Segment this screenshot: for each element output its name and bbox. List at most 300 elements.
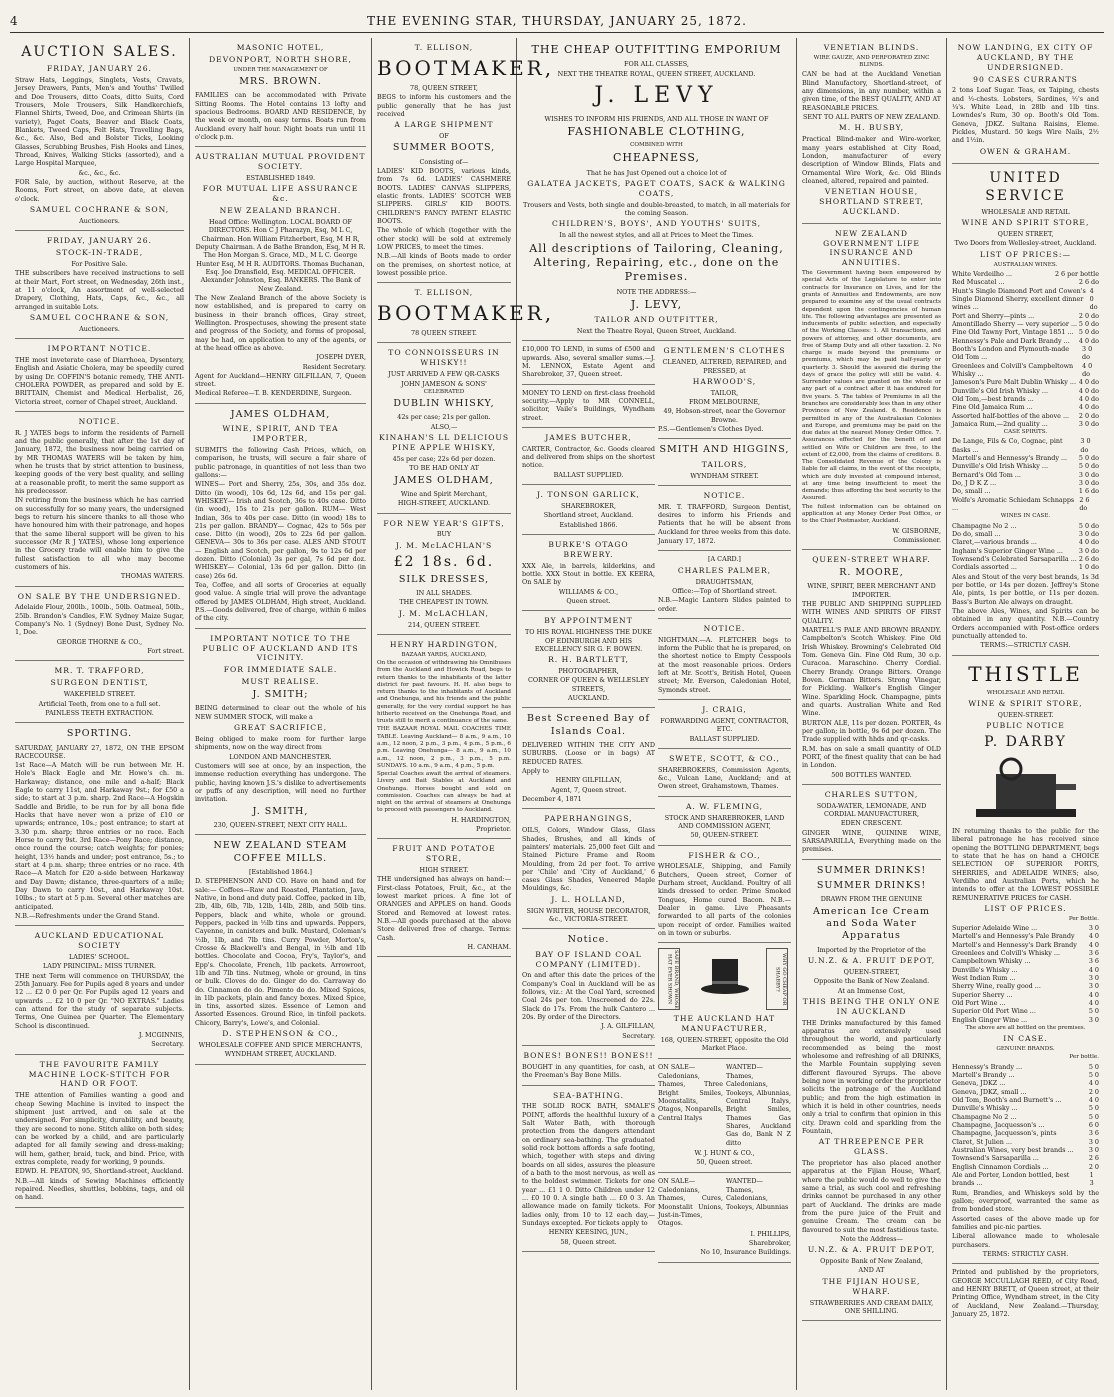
ad-text: The New Zealand Branch of the above Society is now established, and is prepared to carry on business in their branch offices, Gray street, Wellington. Prospectuses, showing the present state and progress of the Society, and forms of proposal, may be had, on application to any of the agents, or at the head office as above.	[195, 293, 366, 352]
ad-heading: FRUIT AND POTATOE STORE,	[392, 844, 496, 864]
price-value: 4 0	[1088, 932, 1099, 941]
price-value: 4 0 do	[1078, 378, 1099, 387]
price-value: 3 0	[1088, 924, 1099, 933]
ad-heading: GENTLEMEN'S CLOTHES	[663, 346, 786, 356]
price: £2 18s. 6d.	[393, 553, 495, 570]
ad-text: WHOLESALE, Shipping, and Family Butchers, Queen street, Corner of Durham street, Auckland. Poultry of all kinds dressed to order. Prime Smoked Tongues, Home cured Bacon. N.B.—Dealer in game. Live Pheasants forwarded to all parts of the colonies upon receipt of order. Families waited on in town or suburbs.	[658, 862, 791, 938]
ad-heading: J. TONSON GARLICK,	[537, 490, 640, 500]
ad-text: On the occasion of withdrawing his Omnibuses from the Auckland and Howick Road, begs to return thanks to the inhabitants of the latter district for past favours. H. H. also begs to return thanks to the inhabitants of Auckland and Onehunga, and his friends and the public generally, for the very cordial support he has hitherto received on the Onehunga Road, and trusts still to merit a continuance of the same.	[377, 660, 511, 725]
price-row	[952, 312, 1099, 320]
ad-heading: NOW LANDING, EX CITY OF AUCKLAND, BY THE UNDERSIGNED.	[957, 43, 1094, 72]
ad-text: Liberal allowance made to wholesale purchasers.	[952, 1232, 1099, 1249]
ad-text: CAN be had at the Auckland Venetian Blind Manufactory, Shortland-street, of any dimensions, in any number, within a given time, of the BEST QUALITY, AND AT REASONABLE PRICES.	[802, 70, 941, 112]
address: Queen street.	[566, 597, 611, 605]
ad-subheading: WINE, SPIRIT, BEER MERCHANT AND IMPORTER.	[807, 582, 936, 599]
ad-text: Head Office: Wellington. LOCAL BOARD OF DIRECTORS. Hon C J Pharazyn, Esq, M L C, Chairman. Hon William Fitzherbert, Esq, M H R, Deputy Chairman. A de Bathe Brandon, Esq, M H R. The Hon Morgan S. Grace, MD., M L C. George Hunter Esq, M H R. AUDITORS. Thomas Buchanan, Esq. Joe Dransfield, Esq. MEDICAL OFFICER. Alexander Johnston, Esq. BANKERS. The Bank of New Zealand.	[195, 217, 366, 293]
address: WYNDHAM STREET, AUCKLAND.	[224, 1050, 337, 1059]
photographer-ad	[522, 611, 655, 708]
price-value: 4 0 do	[1089, 286, 1098, 312]
price-item: Booth's London and Plymouth-made Old Tom ...	[952, 344, 1070, 362]
address: BAZAAR YARDS, AUCKLAND,	[401, 651, 487, 658]
price-item: Geneva, JDKZ ...	[952, 1079, 1006, 1088]
signature: J. MCGINNIS,	[138, 1031, 184, 1040]
ad-subheading: FOR MUTUAL LIFE ASSURANCE &c.	[202, 184, 359, 204]
auctioneer-name: SAMUEL COCHRANE & SON,	[29, 312, 170, 322]
item-list: LADIES' KID BOOTS, various kinds, from 7s 6d. LADIES' CASHMERE BOOTS. LADIES' CANVAS SLIPPERS, elastic fronts. LADIES' SCOTCH WEB SLIPPERS. GIRLS' KID BOOTS. CHILDREN'S FANCY PATENT ELASTIC BOOTS.	[377, 167, 511, 225]
ad-heading: AUSTRALIAN MUTUAL PROVIDENT SOCIETY.	[195, 152, 366, 172]
price: 45s per case; 22s 6d per dozen.	[392, 454, 496, 463]
price-value: 2 0	[1088, 1162, 1099, 1171]
price-item: Martell's and Hennessy's Brandy ...	[952, 454, 1068, 463]
newspaper-title: THE EVENING STAR, THURSDAY, JANUARY 25, 1872.	[367, 14, 747, 28]
fleming-ad	[658, 797, 791, 846]
govt-insurance-ad	[802, 224, 941, 550]
ad-subheading: PHOTOGRAPHER,	[558, 667, 619, 676]
thistle-ad	[952, 656, 1099, 1265]
auctioneer-role: Auctioneers.	[79, 216, 120, 225]
ad-subheading: LIST OF PRICES:—	[979, 249, 1072, 259]
on-sale-list	[658, 1062, 723, 1148]
price-row	[952, 538, 1099, 546]
ad-note: BALLAST SUPPLIED.	[689, 734, 760, 743]
price-value: 2 0 do	[1078, 411, 1099, 420]
price-row	[952, 1146, 1099, 1154]
auction-etc: &c., &c., &c.	[78, 168, 121, 177]
signature: OWEN & GRAHAM.	[979, 146, 1072, 156]
bottling-machine-icon	[966, 754, 1086, 824]
ad-text: THE CHEAPEST IN TOWN.	[399, 598, 489, 607]
ad-name: P. DARBY	[984, 733, 1067, 750]
price-section: CASE SPIRITS.	[1003, 429, 1048, 436]
ad-text: DELIVERED WITHIN THE CITY AND SUBURBS. (Loose or in bags) AT REDUCED RATES.	[522, 741, 655, 766]
top-hat-icon	[690, 949, 760, 1009]
ad-heading: BY APPOINTMENT	[544, 616, 633, 626]
price-item: Do, small ...	[952, 487, 991, 496]
ad-note: Agent for Auckland—HENRY GILFILLAN, 7, Queen street.	[195, 371, 366, 389]
ad-heading: NOTICE.	[703, 623, 746, 633]
address: Two Doors from Wellesley-street, Auckland.	[954, 239, 1097, 248]
ad-text: Practical Blind-maker and Wire-worker, many years established at City Road, London, manufacturer of every description of Window Blinds, Flats and Ornamental Wire Work, &c. Old Blinds cleaned, altered, repaired and painted.	[802, 135, 941, 185]
ad-subheading: WHOLESALE AND RETAIL	[986, 689, 1065, 696]
ad-text: £10,000 TO LEND, in sums of £500 and upwards. Also, several smaller sums.—J. M. LENNOX, Estate Agent and Sharebroker, 37, Queen street.	[522, 345, 655, 379]
ad-text: Assorted cases of the above made up for families and pic-nic parties.	[952, 1214, 1099, 1231]
ad-subheading: SUMMER BOOTS,	[392, 142, 496, 154]
price-row	[952, 974, 1099, 982]
auction-ad-1	[15, 38, 184, 231]
price-row	[952, 387, 1099, 395]
ad-subheading: FOR IMMEDIATE SALE.	[223, 665, 338, 675]
price-item: Do do, small ...	[952, 529, 1001, 538]
hat-seal: SAFE BRAND, WHOSE HAT EVER SHOWN	[658, 948, 680, 1010]
price-value: 5 0	[1088, 1071, 1099, 1080]
price-value: 3 0	[1088, 1137, 1099, 1146]
ad-heading: QUEEN-STREET WHARF.	[812, 555, 931, 565]
ad-heading: SMITH AND HIGGINS,	[659, 444, 790, 456]
ad-text: Tea, Coffee, and all sorts of Groceries at equally good value. A single trial will prove the advantage offered by JAMES OLDHAM, High street, Auckland. P.S.—Goods delivered, free of charge, within 6 miles of the city.	[195, 581, 366, 623]
price-row	[952, 1171, 1099, 1188]
price-value: 3 0	[1088, 1146, 1099, 1155]
printer-imprint	[952, 1264, 1099, 1323]
dentist-ad	[15, 661, 184, 723]
price-value: 5 0	[1088, 1112, 1099, 1121]
ad-text: IN ALL SHADES.	[416, 589, 472, 598]
price-value: 2 6	[1088, 1154, 1099, 1163]
ad-text: Artificial Teeth, from one to a full set.	[38, 699, 161, 708]
price-item: Old Port Wine ...	[952, 999, 1006, 1008]
ad-text: Wine and Spirit Merchant,	[400, 489, 488, 498]
price-item: Hunt's Single Diamond Port and Cowen's Single Diamond Sherry, excellent dinner wines ...	[952, 286, 1086, 312]
address: Fort street.	[147, 647, 184, 656]
ad-subheading: FOR ALL CLASSES,	[624, 60, 689, 69]
ad-heading: THE FAVOURITE FAMILY MACHINE LOCK-STITCH FOR HAND OR FOOT.	[28, 1059, 171, 1089]
price-row	[952, 1163, 1099, 1171]
price-item: Assorted half-bottles of the above ...	[952, 411, 1070, 420]
price-row	[952, 1138, 1099, 1146]
ad-heading: BONES! BONES!! BONES!!	[523, 1051, 654, 1061]
item-list: MARTELL'S PALE AND BROWN BRANDY. Campbelton's Scotch Whiskey. Fine Old Irish Whiskey. Browning's Celebrated Old Tom. Geneva Gin. Fine Old Rum, 30 o.p. Curacoa. Maraschino. Cherry Cordial. Cherry Brandy. Orange Bitters. Orange Boven. German Bitters. Strong Vinegar, for Pickling. Walker's English Ginger Wine. Sparkling Hock. Champagne, pints and quarts. Australian White and Red Wine.	[802, 626, 941, 718]
sea-bathing-ad	[522, 1086, 655, 1252]
signature: H. HARDINGTON,	[451, 815, 511, 824]
auctioneer-role: Auctioneers.	[79, 324, 120, 333]
ad-text: SUBMITS the following Cash Prices, which, on comparison, he trusts, will secure a fair share of public patronage, in quantities of not less than two gallons:—	[195, 445, 366, 479]
right-subcolumn	[658, 341, 791, 1262]
ad-text: THE Drinks manufactured by this famed apparatus are extensively used throughout the world, and particularly recommended as being the most wholesome and refreshing of all DRINKS, the Marble Fountain supplying seven different flavoured Syrups. The above being now in working order the proprietor solicits the patronage of the Auckland public; and from the high estimation in which it is held in other countries, needs only a trial to confirm that opinion in this city. Drawn cold and sparkling from the Fountain,	[802, 1018, 941, 1135]
price-item: Bernard's Old Tom ...	[952, 470, 1021, 479]
price-item: English Ginger Wine ...	[952, 1015, 1028, 1024]
palmer-ad	[658, 551, 791, 619]
ad-subheading: SURGEON DENTIST,	[50, 678, 149, 688]
paperhangings-ad	[522, 809, 655, 929]
auction-subtitle: For Positive Sale.	[71, 259, 128, 268]
list-items: Thames, Caledonians, Tookeys, Albunnias, Central Italys, Bright Smiles, Thames Gas Shares, Auckland Gas do, Bank N Z ditto	[726, 1072, 791, 1147]
address: CORNER OF QUEEN & WELLESLEY STREETS,	[528, 676, 649, 693]
ad-name: MRS. BROWN.	[239, 75, 322, 87]
on-sale-list	[658, 1176, 723, 1229]
ad-subheading: MUST REALISE.	[241, 677, 320, 687]
ellison-boots-ad	[377, 38, 555, 283]
signature: EDWD. H. PEATON, 95, Shortland-street, Auckland.	[15, 1167, 184, 1176]
wanted-list	[726, 1062, 791, 1148]
price-item: Campbeltown Whisky ...	[952, 957, 1031, 966]
yates-notice	[15, 412, 184, 587]
ad-subheading: NEW ZEALAND BRANCH.	[219, 206, 342, 216]
price-item: Greenlees and Colvill's Whisky ...	[952, 949, 1061, 958]
ad-text: PAINLESS TEETH EXTRACTION.	[45, 708, 154, 717]
levy-name: J. LEVY	[594, 82, 719, 108]
ad-name: CHARLES PALMER,	[677, 565, 772, 575]
ad-heading: IMPORTANT NOTICE TO THE PUBLIC OF AUCKLAND AND ITS VICINITY.	[202, 633, 359, 663]
price-row	[952, 496, 1099, 513]
ad-date: January 17, 1872.	[658, 537, 716, 546]
ad-note: TERMS: STRICTLY CASH.	[982, 1249, 1069, 1258]
ad-note: BALLAST SUPPLIED.	[553, 470, 624, 479]
ad-subheading: GREAT SACRIFICE,	[233, 723, 328, 733]
ad-subheading: CHEAPNESS,	[612, 151, 701, 165]
ad-heading: UNITED SERVICE	[985, 169, 1066, 204]
price-value: 6 0	[1088, 1121, 1099, 1130]
ad-subheading: TAILORS,	[701, 459, 748, 469]
price-item: Geneva, JDKZ, small ...	[952, 1087, 1027, 1096]
signature: I. PHILLIPS,	[750, 1229, 791, 1238]
education-ad	[15, 926, 184, 1054]
ad-name: J. SMITH;	[252, 689, 309, 701]
price-value: 3 6	[1088, 1129, 1099, 1138]
signature: J. A. GILFILLAN,	[601, 1022, 655, 1031]
price-list	[952, 437, 1099, 512]
ad-text: Ales and Stout of the very best brands, 1s 3d per bottle, or 14s per dozen. Jeffrey's Stone Ale, pints, 1s per bottle, or 11s per dozen. Bass's Burton Ale always on draught.	[952, 572, 1099, 606]
address: Next the Theatre Royal, Queen Street, Auckland.	[576, 327, 737, 335]
ad-heading: MASONIC HOTEL,	[236, 43, 325, 52]
coal-ad	[522, 708, 655, 809]
ad-subheading: THIS BEING THE ONLY ONE IN AUCKLAND	[802, 996, 941, 1016]
price-row	[952, 1113, 1099, 1121]
price-item: Martell's Brandy ...	[952, 1071, 1015, 1080]
price-row	[952, 522, 1099, 530]
price-item: Martell's and Hennessy's Dark Brandy	[952, 940, 1077, 949]
price-item: Australian Wines, very best brands ...	[952, 1146, 1074, 1155]
address: QUEEN STREET,	[997, 230, 1054, 239]
signature: JOSEPH DYER,	[316, 353, 366, 362]
ad-text: 1st Race—A Match will be run between Mr. H. Hole's Black Eagle and Mr. Howe's ch. m. Harkaway; distance, one mile and a-half; Black Eagle to carry 11st, and Harkaway 9st.; for £50 a side; to start at 3 p.m. sharp. 2nd Race—A Hogskin Saddle and Bridle, to be run for by all bona fide Hacks that have never won a prize of £10 or upwards; entrance, 10s.; post entrance; to start at 3.30 p.m. sharp; three entries or no race. Each Horse to carry 9st. 3rd Race—Pony Race; distance, once round the course; catch weights; for ponies; height, 13½ hands and under; post entrance, 5s.; to start at 4 p.m. sharp; three entries or no race. 4th Race—A Match for £20 a-side between Harkaway and Day Dawn; distance, three-quarters of a mile; Day Dawn to carry 10st., and Harkaway 10st. 10lbs.; to start at 5 p.m. Several other matches are anticipated.	[15, 761, 184, 911]
fisher-ad	[658, 846, 791, 944]
address: 50, Queen street.	[696, 1158, 753, 1167]
price-item: Dunville's Whisky ...	[952, 965, 1018, 974]
price-row	[952, 471, 1099, 479]
ad-subheading: STOCK AND SHAREBROKER, LAND AND COMMISSION AGENT,	[664, 813, 785, 830]
ad-heading: JAMES BUTCHER,	[545, 432, 632, 442]
ad-text: The Government having been empowered by special Acts of the Legislature to enter into contracts for Insurance on Lives, and for the grants of Annuities and Endowments, are now prepared to examine any of the usual contracts dependent upon the contingencies of human life. The following advantages are presented as inducements of public selection, and especially of the Working Classes: 1. All transactions, and powers of attorney, and other documents, are free of Stamp Duty and all other taxation. 2. No charge is made beyond the premiums or premiums, which may be paid half-yearly or quarterly. 3. Should the assured die during the days of grace the policy will still be valid. 4. Surrender values are granted on the whole or any part of a contract after it has endured for five years. 5. The tables of Premiums in all the branches are considerably less than in any other Provinces of New Zealand. 6. Residence is permitted in any of the Australasian Colonies and Europe, and premiums may be paid on the due dates at the nearest Money Order Office. 7. Assurances effected for the benefit of and settled on Wife or Children are free, to the extent of £2,000, from the claims of creditors. 8. The Consolidated Revenue of the Colony is liable for all claims, in the event of the receipts, which are duly invested at compound interest, at any time being insufficient to meet the demands; thus affording the best security to the Assured.	[802, 270, 941, 502]
wanted-list	[726, 1176, 791, 1229]
ad-subheading: WHOLESALE AND RETAIL	[981, 207, 1070, 216]
ad-name: J. LEVY,	[630, 297, 683, 311]
ad-heading: IMPORTANT NOTICE.	[47, 344, 152, 354]
price-item: Dunville's Old Irish Whisky ...	[952, 462, 1049, 471]
ad-text: NIGHTMAN.—A. FLETCHER begs to inform the Public that he is prepared, on the shortest notice to Empty Cesspools at the most reasonable prices. Orders left at Mr. Scott's, British Hotel, Queen street; Mr. Everson, Caledonian Hotel, Symonds street.	[658, 635, 791, 694]
price-item: Superior Old Port Wine ...	[952, 1007, 1036, 1016]
address: Opposite Bank of New Zealand,	[820, 1257, 923, 1266]
lend-ad	[522, 341, 655, 384]
price-row	[952, 270, 1099, 278]
price-value: 3 0 do	[1078, 479, 1099, 488]
ad-name: R. H. BARTLETT,	[548, 655, 629, 665]
ad-heading: NEW ZEALAND GOVERNMENT LIFE INSURANCE AND ANNUITIES.	[823, 228, 920, 268]
signature: HENRY KEESING, JUN.,	[548, 1228, 629, 1237]
ad-text: The fullest information can be obtained on application at any Money Order Post Office, or to the Chief Postmaster, Auckland.	[802, 503, 941, 525]
ad-text: THE next Term will commence on THURSDAY, the 25th January. Fee for Pupils aged 8 years and under 12 ... £2 0 0 per Qr. For Pupils aged 12 years and upwards ... £2 10 0 per Qr. "NO EXTRAS." Ladies can attend for the study of separate subjects. Terms, One Guinea per Quarter. The Elementary School is discontinued.	[15, 971, 184, 1030]
ad-name: U.N.Z. & A. FRUIT DEPOT,	[807, 956, 936, 966]
imprint-text: Printed and published by the proprietors, GEORGE MCCULLAGH REED, of City Road, and HENRY BRETT, of Queen street, at their Printing Office, Wyndham street, in the City of Auckland, New Zealand.—Thursday, January 25, 1872.	[952, 1268, 1099, 1318]
column-1	[10, 38, 190, 1390]
list-heading: ON SALE—	[658, 1062, 696, 1071]
ad-subheading: WINE AND SPIRIT STORE,	[961, 218, 1090, 228]
price-item: Port and Sherry—pints ...	[952, 311, 1035, 320]
price-item: Hennessy's Pale and Dark Brandy ...	[952, 336, 1070, 345]
ad-text: WISHES TO INFORM HIS FRIENDS, AND ALL THOSE IN WANT OF	[544, 114, 769, 123]
ad-subheading: SILK DRESSES,	[398, 573, 490, 585]
price-value: 2 6 per bottle	[1054, 269, 1099, 278]
ad-text: NOTE THE ADDRESS:—	[616, 287, 697, 296]
butcher-ad	[522, 428, 655, 485]
ad-date: SATURDAY, JANUARY 27, 1872, ON THE EPSOM RACECOURSE.	[15, 743, 184, 760]
ad-subheading: IN CASE.	[1003, 1034, 1048, 1044]
ad-subheading: LIST OF PRICES.	[984, 904, 1067, 914]
ad-text: GINGER WINE, QUININE WINE, SARSAPARILLA, Everything made on the premises.	[802, 828, 941, 854]
ad-subheading: American Ice Cream and Soda Water Apparatus	[812, 905, 930, 942]
fruit-store-ad	[377, 839, 511, 957]
money-ad	[522, 385, 655, 428]
price-row	[952, 530, 1099, 538]
bones-ad	[522, 1046, 655, 1086]
ad-subheading: LADIES' SCHOOL.	[69, 953, 130, 962]
harwood-ad	[658, 341, 791, 439]
price-item: Ingham's Superior Ginger Wine ...	[952, 546, 1063, 555]
united-service-ad	[952, 164, 1099, 656]
ad-subheading: AT THREEPENCE PER GLASS.	[818, 1137, 925, 1157]
coffee-mills-ad	[195, 835, 366, 1064]
address: WYNDHAM STREET.	[690, 471, 759, 480]
craig-ad	[658, 700, 791, 749]
price-value: 4 0	[1088, 965, 1099, 974]
price-item: Martell's and Hennessy's Pale Brandy	[952, 932, 1075, 941]
ad-text: TO BE HAD ONLY AT	[409, 464, 479, 473]
ad-name: CHARLES SUTTON,	[824, 789, 919, 799]
smith-sale-ad	[195, 629, 366, 835]
ad-text: The proprietor has also placed another apparatus at the Fijian House, Wharf, where the public would do well to give the same a trial, as such cool and refreshing drinks cannot be purchased in any other part of Auckland. The drinks are made from the pure juice of the Fruit and genuine Cream. The cream can be flavoured to suit the most fastidious taste.	[802, 1158, 941, 1234]
ad-note: N.B.—All kinds of Boots made to order on the premises, on shortest notice, at lowest possible price.	[377, 252, 511, 277]
ad-name: FISHER & CO.,	[688, 850, 761, 860]
ad-name: J. L. HOLLAND,	[551, 894, 626, 904]
price-value: 4 0 do	[1078, 538, 1099, 547]
price-item: English Cinnamon Cordials ...	[952, 1162, 1049, 1171]
ad-heading: TO CONNOISSEURS IN WHISKY!!	[388, 348, 500, 368]
ad-note: N.B.—Refreshments under the Grand Stand.	[15, 912, 160, 921]
swete-ad	[658, 749, 791, 797]
price-item: White Verdeilho ...	[952, 269, 1013, 278]
signature: H. CANHAM.	[467, 942, 511, 951]
ad-text: BUY	[436, 530, 452, 539]
price: 42s per case; 21s per gallon.	[397, 413, 491, 422]
ad-note: UNDER THE MANAGEMENT OF	[233, 66, 328, 73]
price-row	[952, 941, 1099, 949]
price-row	[952, 487, 1099, 495]
ad-heading: Best Screened Bay of Islands Coal.	[526, 713, 651, 737]
ad-text: R. J YATES begs to inform the residents of Parnell and the public generally, that after the 1st day of January, 1872, the business now being carried on by MR THOMAS WATERS will be taken by him, when he trusts that by strict attention to business, keeping goods of the very best quality, and selling at a reasonable profit, to merit the same support as his predecessor.	[15, 428, 184, 496]
masonic-hotel-ad	[195, 38, 366, 147]
brewery-ad	[522, 535, 655, 611]
address: Shortland street, Auckland.	[543, 511, 634, 520]
auction-ad-2	[15, 231, 184, 339]
price-list	[952, 522, 1099, 572]
ad-subheading: WINE, SPIRIT, AND TEA IMPORTER,	[222, 424, 339, 444]
price-value: 3 0 do	[1078, 470, 1099, 479]
price-item: Champagne No 2 ...	[952, 521, 1017, 530]
sewing-machine-ad	[15, 1055, 184, 1208]
page-number: 4	[10, 14, 19, 28]
price-item: Dunville's Whisky ...	[952, 1104, 1018, 1113]
ad-name: M. H. BUSBY,	[838, 123, 905, 133]
price-item: Fine Old Jamaica Rum ...	[952, 403, 1033, 412]
price-unit: Per Bottle.	[1068, 915, 1099, 922]
price-value: 2 0 do	[1078, 311, 1099, 320]
signature: W. J. HUNT & CO.,	[694, 1149, 755, 1158]
ad-text: THE undersigned has always on hand:— First-class Potatoes, Fruit, &c., at the lowest market prices. A fine lot of ORANGES and APPLES on hand. Goods Stored and Removed at lowest rates. N.B.—All goods purchased at the above Store delivered free of charge. Terms: Cash.	[377, 875, 511, 942]
price-row	[952, 1007, 1099, 1015]
price-row	[952, 1154, 1099, 1162]
ad-text: The above Ales, Wines, and Spirits can be obtained in any quantity. N.B.—Country Orders accompanied with Post-office orders punctually attended to.	[952, 606, 1099, 640]
price-value: 3 0	[1088, 974, 1099, 983]
ad-text: BEING determined to clear out the whole of his NEW SUMMER STOCK, will make a	[195, 704, 366, 721]
price-row	[952, 932, 1099, 940]
ad-note: P.S.—Gentlemen's Clothes Dyed.	[658, 425, 764, 434]
price-item: Superior Sherry ...	[952, 990, 1013, 999]
address: AUCKLAND.	[567, 694, 610, 703]
price-item: Claret,—various brands ...	[952, 538, 1037, 547]
price-item: Hennessy's Brandy ...	[952, 1062, 1023, 1071]
ad-heading: HENRY HARDINGTON,	[389, 639, 499, 649]
ad-name: J. SMITH,	[252, 805, 309, 817]
price-value: 4 0	[1088, 999, 1099, 1008]
price-row	[952, 1071, 1099, 1079]
price-item: De Lange, Fils & Co, Cognac, pint flasks ...	[952, 437, 1063, 454]
ad-text: THE PUBLIC AND SHIPPING SUPPLIED WITH WINES AND SPIRITS OF FIRST QUALITY.	[802, 600, 941, 625]
signature-role: Resident Secretary.	[302, 362, 366, 371]
address: 49, Hobson-street, near the Governor Browne.	[663, 407, 786, 424]
ad-text: BURTON ALE, 11s per dozen. PORTER, 4s per gallon; in bottle, 9s 6d per dozen. The Trade supplied with hhds and qr-casks.	[802, 718, 941, 744]
column-2	[190, 38, 372, 1390]
price-item: Cordials assorted ...	[952, 563, 1017, 572]
ad-subheading: TAILOR AND OUTFITTER,	[594, 315, 719, 325]
ad-text: ALSO,—	[430, 422, 458, 431]
price-value: 3 0	[1088, 1015, 1099, 1024]
summer-drinks-ad	[802, 860, 941, 1321]
masthead	[10, 8, 1104, 33]
address: QUEEN-STREET,	[843, 967, 900, 976]
price-row	[952, 462, 1099, 470]
price-value: 2 6 do	[1079, 495, 1090, 513]
signature-role: Sharebroker,	[748, 1238, 791, 1247]
price-item: Do, J D K Z ...	[952, 479, 997, 488]
ad-subheading: FROM MELBOURNE,	[688, 398, 761, 407]
ad-subheading: SHAREBROKER,	[560, 501, 617, 510]
ad-text: The whole of which (together with the other stock) will be sold at extremely LOW PRICES, to meet the times.	[377, 226, 511, 251]
price-item: Jamaica Rum,—2nd quality ...	[952, 419, 1048, 428]
signature-role: Proprietor.	[476, 824, 511, 833]
price-row	[952, 1088, 1099, 1096]
address: 230, QUEEN-STREET, NEXT CITY HALL.	[213, 820, 348, 829]
price-section: GENUINE BRANDS.	[996, 1046, 1055, 1053]
signature: WILLIAMS & CO.,	[558, 587, 619, 596]
price-row	[952, 999, 1099, 1007]
column-4	[517, 38, 797, 1390]
ad-heading: FOR NEW YEAR'S GIFTS,	[383, 518, 505, 528]
price-row	[952, 563, 1099, 571]
auction-title: STOCK-IN-TRADE,	[55, 248, 144, 258]
address: VENETIAN HOUSE, SHORTLAND STREET, AUCKLAND.	[819, 187, 924, 216]
ad-heading: VENETIAN BLINDS.	[823, 43, 920, 52]
share-lists	[658, 1062, 791, 1148]
ad-note: SENT TO ALL PARTS OF NEW ZEALAND.	[803, 113, 940, 122]
ad-heading: SEA-BATHING.	[553, 1090, 624, 1100]
price-row	[952, 1121, 1099, 1129]
item-list: 2 tons Loaf Sugar. Teas, ex Taiping, chests and ½-chests. Lobsters, Sardines, ½'s and ¼'s. White Lead, in 28lb and 1lb tins. Lowndes's Rum, 30 op. Booth's Old Tom. Geneva, JDKZ. Sultana Raisins, Eleme. Pickles, Mustard. 50 kegs Wire Nails, 2½ and 1½in.	[952, 86, 1099, 145]
price-row	[952, 378, 1099, 386]
ad-text: MONEY TO LEND on first-class freehold security.—Apply to MR CONNELL, solicitor, Vaile's Buildings, Wyndham street.	[522, 388, 655, 422]
ad-text: IN returning thanks to the public for the liberal patronage he has received since opening the BOTTLING DEPARTMENT, begs to state that he has on hand a CHOICE SELECTION OF SUPERIOR PORTS, SHERRIES, and ADELAIDE WINES; also, Verdilho and Australian Ports, which he intends to offer at the LOWEST POSSIBLE REMUNERATIVE PRICES for CASH.	[952, 827, 1099, 902]
price-item: Red Muscatel ...	[952, 278, 1005, 287]
price-value: 3 0 do	[1078, 419, 1099, 428]
ad-heading: PAPERHANGINGS,	[544, 814, 633, 824]
ad-subheading: WINE & SPIRIT STORE,	[968, 698, 1083, 708]
